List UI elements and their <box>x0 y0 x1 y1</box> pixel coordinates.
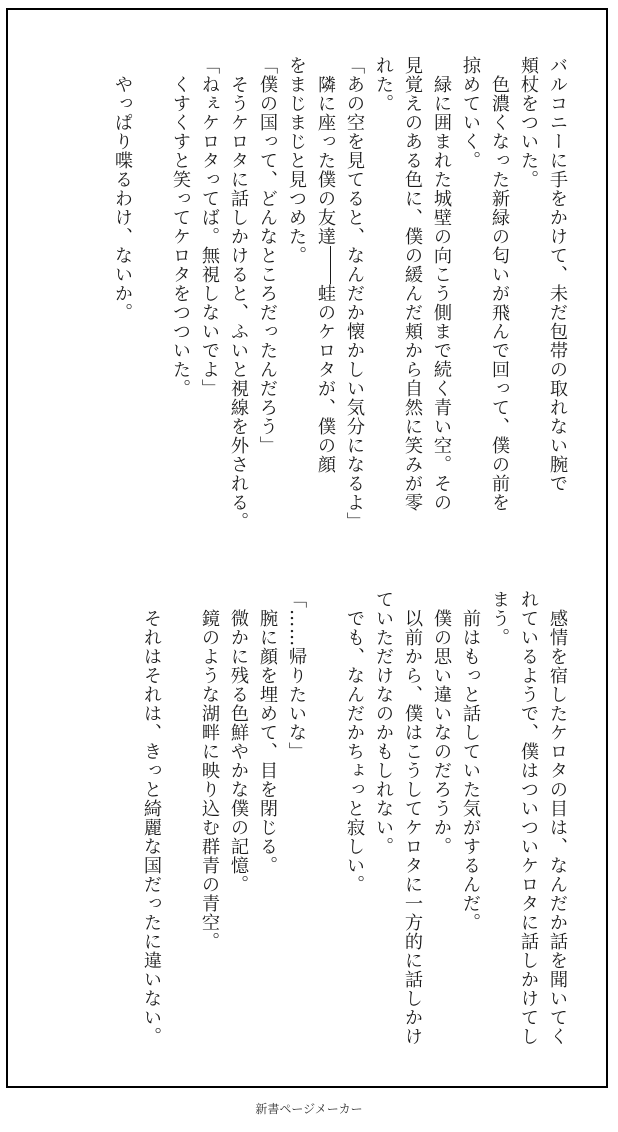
text-line: れた。 <box>373 56 394 113</box>
em-dash-rule <box>330 246 331 284</box>
dash-line-part-2: 蛙のケロタが、僕の顔 <box>315 284 336 474</box>
blank-line <box>166 590 195 1060</box>
text-line: 僕の思い違いなのだろうか。 <box>431 590 452 856</box>
text-block-bottom <box>137 590 572 1060</box>
text-line: 以前から、僕はこうしてケロタに一方的に話しかけ <box>402 590 423 1046</box>
text-line: 色濃くなった新緑の匂いが飛んで回って、僕の前を <box>489 56 510 512</box>
text-line: 腕に顔を埋めて、目を閉じる。 <box>257 590 278 875</box>
text-line: 「……帰りたいな」 <box>286 590 307 761</box>
text-block-top <box>108 56 572 556</box>
dash-line-part-1: 隣に座った僕の友達 <box>315 56 336 246</box>
text-line: やっぱり喋るわけ、ないか。 <box>112 56 133 322</box>
text-line: 「ねぇケロタってば。無視しないでよ」 <box>199 56 220 398</box>
footer-credit: 新書ページメーカー <box>255 1102 363 1116</box>
blank-line <box>137 56 166 556</box>
text-line: でも、なんだかちょっと寂しい。 <box>344 590 365 894</box>
text-line: 掠めていく。 <box>460 56 481 170</box>
text-line: くすくすと笑ってケロタをつついた。 <box>170 56 191 398</box>
text-line: れているようで、僕はついついケロタに話しかけてし <box>518 590 539 1046</box>
blank-line <box>311 590 340 1060</box>
text-line: 見覚えのある色に、僕の緩んだ頬から自然に笑みが零 <box>402 56 423 512</box>
text-line: バルコニーに手をかけて、未だ包帯の取れない腕で <box>547 56 568 493</box>
text-line: 微かに残る色鮮やかな僕の記憶。 <box>228 590 249 894</box>
text-line: それはそれは、きっと綺麗な国だったに違いない。 <box>141 590 162 1046</box>
text-line: 緑に囲まれた城壁の向こう側まで続く青い空。その <box>431 56 452 512</box>
text-line: ていただけなのかもしれない。 <box>373 590 394 856</box>
text-line: 「僕の国って、どんなところだったんだろう」 <box>257 56 278 455</box>
text-line-with-dash <box>311 56 340 556</box>
text-line: そうケロタに話しかけると、ふいと視線を外される。 <box>228 56 249 531</box>
text-line: 感情を宿したケロタの目は、なんだか話を聞いてく <box>547 590 568 1046</box>
text-line: まう。 <box>489 590 510 647</box>
text-line: 鏡のような湖畔に映り込む群青の青空。 <box>199 590 220 951</box>
text-line: 「あの空を見てると、なんだか懐かしい気分になるよ」 <box>344 56 365 531</box>
text-line: 頬杖をついた。 <box>518 56 539 189</box>
text-line: をまじまじと見つめた。 <box>286 56 307 265</box>
text-line: 前はもっと話していた気がするんだ。 <box>460 590 481 932</box>
